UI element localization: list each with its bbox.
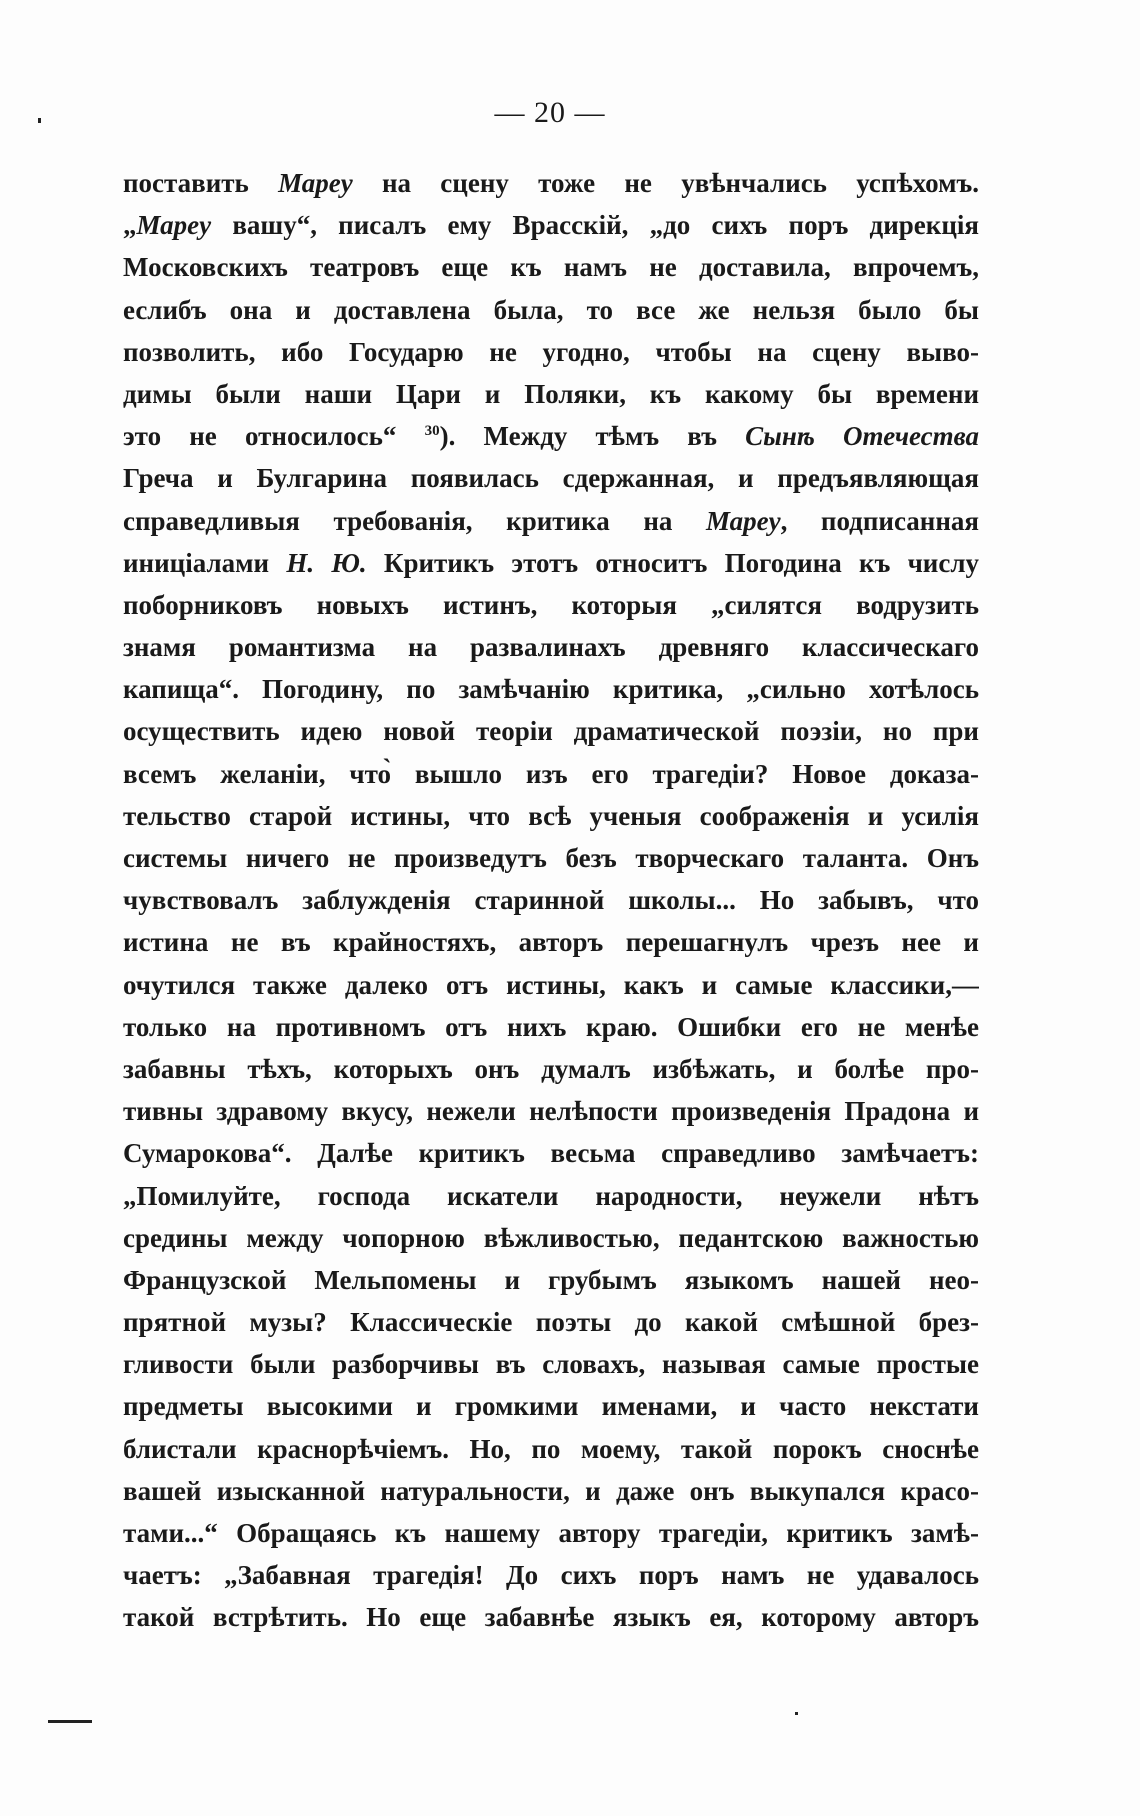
text-run: „ (123, 210, 137, 241)
text-line (123, 626, 979, 668)
text-line (123, 964, 979, 1006)
text-run: чувствовалъ заблужденія старинной школы... Но забывъ, что (123, 885, 979, 916)
text-run: вашей изысканной натуральности, и даже онъ выкупался красо- (123, 1475, 979, 1506)
text-line (123, 584, 979, 626)
text-run: ). Между тѣмъ въ (439, 421, 746, 452)
text-line (123, 373, 979, 415)
text-line (123, 1596, 979, 1638)
text-line (123, 1132, 979, 1174)
text-line (123, 710, 979, 752)
italic-text: Мареу (136, 210, 212, 241)
text-line (123, 246, 979, 288)
italic-text: Мареу (278, 168, 353, 198)
margin-dash-mark (48, 1720, 92, 1723)
text-run: тельство старой истины, что всѣ ученыя соображенія и усилія (123, 800, 979, 831)
margin-speck (38, 118, 41, 123)
text-run: справедливыя требованія, критика на (123, 505, 706, 536)
text-line (123, 500, 979, 542)
text-run: поборниковъ новыхъ истинъ, которыя „силятся водрузить (123, 589, 979, 620)
text-run: средины между чопорною вѣжливостью, педантскою важностью (123, 1222, 979, 1253)
text-run: такой встрѣтить. Но еще забавнѣе языкъ ея, которому авторъ (123, 1602, 979, 1633)
text-run: знамя романтизма на развалинахъ древняго классическаго (123, 632, 979, 663)
text-run: тами...“ Обращаясь къ нашему автору трагедіи, критикъ замѣ- (123, 1518, 979, 1548)
italic-text: Н. Ю. (286, 547, 367, 578)
text-line (123, 795, 979, 837)
text-run: Греча и Булгарина появилась сдержанная, и предъявляющая (123, 463, 979, 494)
page-number: — 20 — (494, 96, 606, 129)
text-run: Московскихъ театровъ еще къ намъ не доставила, впрочемъ, (123, 252, 979, 283)
text-run: , подписанная (780, 505, 979, 536)
text-run: Сумарокова“. Далѣе критикъ весьма справедливо замѣчаетъ: (123, 1138, 979, 1169)
text-run: блистали краснорѣчіемъ. Но, по моему, такой порокъ сноснѣе (123, 1433, 979, 1464)
text-run: „Помилуйте, господа искатели народности, неужели нѣтъ (123, 1180, 979, 1211)
text-run: осуществить идею новой теоріи драматической поэзіи, но при (123, 716, 979, 747)
text-run: только на противномъ отъ нихъ краю. Ошибки его не менѣе (123, 1011, 979, 1042)
text-line (123, 1428, 979, 1470)
text-line (123, 289, 979, 331)
text-run: чаетъ: „Забавная трагедія! До сихъ поръ намъ не удавалось (123, 1560, 979, 1591)
italic-text: Мареу (705, 505, 781, 536)
text-line (123, 837, 979, 879)
text-line (123, 1217, 979, 1259)
text-line (123, 1554, 979, 1596)
text-run: позволить, ибо Государю не угодно, чтобы на сцену выво- (123, 336, 979, 367)
text-line (123, 1512, 979, 1554)
text-line (123, 1301, 979, 1343)
text-line (123, 753, 979, 795)
text-line (123, 1343, 979, 1385)
text-run: вашу“, писалъ ему Врасскій, „до сихъ поръ дирекція (211, 210, 979, 241)
text-line (123, 921, 979, 963)
text-line (123, 1385, 979, 1427)
text-run: прятной музы? Классическіе поэты до какой смѣшной брез- (123, 1307, 979, 1338)
text-line (123, 1048, 979, 1090)
text-run: тивны здравому вкусу, нежели нелѣпости произведенія Прадона и (123, 1096, 979, 1127)
text-line (123, 1175, 979, 1217)
text-run: всемъ желаніи, что̀ вышло изъ его трагедіи? Новое доказа- (123, 758, 979, 789)
italic-text: Сынѣ Отечества (745, 421, 979, 452)
text-run: системы ничего не произведутъ безъ творческаго таланта. Онъ (123, 843, 979, 873)
text-line (123, 415, 979, 457)
text-run: Французской Мельпомены и грубымъ языкомъ нашей нео- (123, 1264, 979, 1295)
text-run: предметы высокими и громкими именами, и часто некстати (123, 1391, 979, 1422)
text-run: забавны тѣхъ, которыхъ онъ думалъ избѣжать, и болѣе про- (123, 1053, 979, 1084)
text-run: капища“. Погодину, по замѣчанію критика, „сильно хотѣлось (123, 674, 979, 705)
text-line (123, 1090, 979, 1132)
footnote-ref: 30 (424, 423, 440, 440)
text-line (123, 457, 979, 499)
text-line (123, 879, 979, 921)
text-run: это не относилось“ (123, 421, 425, 452)
body-text (123, 162, 979, 1639)
text-line (123, 162, 979, 204)
text-run: димы были наши Цари и Поляки, къ какому бы времени (123, 378, 979, 409)
text-line (123, 542, 979, 584)
text-line (123, 1470, 979, 1512)
text-line (123, 204, 979, 246)
text-line (123, 668, 979, 710)
text-run: еслибъ она и доставлена была, то все же нельзя было бы (123, 294, 979, 325)
text-line (123, 1259, 979, 1301)
text-run: Критикъ этотъ относитъ Погодина къ числу (366, 547, 979, 578)
text-run: гливости были разборчивы въ словахъ, называя самые простые (123, 1349, 979, 1380)
text-run: иниціалами (123, 547, 287, 578)
text-run: на сцену тоже не увѣнчались успѣхомъ. (352, 168, 979, 198)
text-run: поставить (123, 168, 279, 198)
text-line (123, 1006, 979, 1048)
text-line (123, 331, 979, 373)
margin-speck (795, 1712, 798, 1715)
text-run: истина не въ крайностяхъ, авторъ перешагнулъ чрезъ нее и (123, 927, 979, 958)
text-run: очутился также далеко отъ истины, какъ и самые классики,— (123, 969, 979, 1000)
